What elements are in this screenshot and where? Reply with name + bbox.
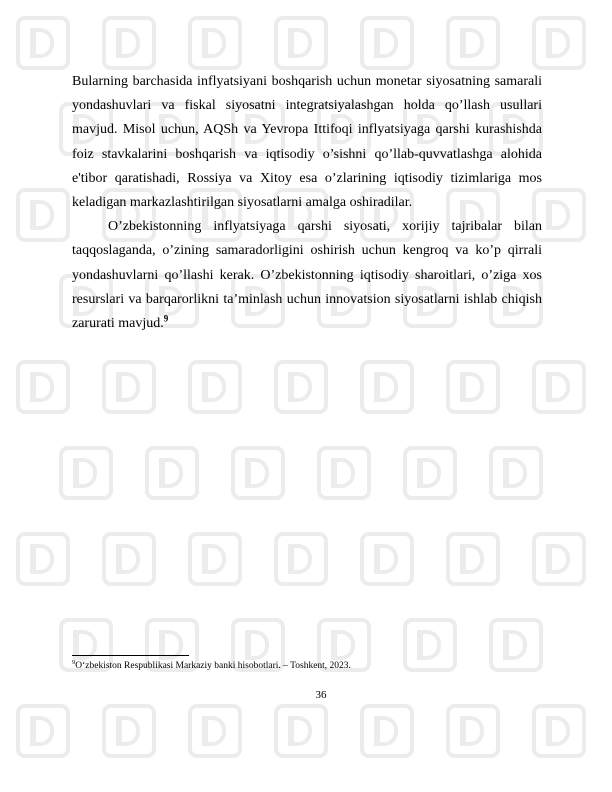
footnote-reference[interactable]: 9 bbox=[163, 313, 169, 324]
paragraph-1: Bularning barchasida inflyatsiyani boshqarish uchun monetar siyosatning samarali yondashuvlari va fiskal siyosatni integratsiyalashgan holda qo’llash usullari mavjud. Misol uchun, AQSh va Yevropa Ittifoqi inflyatsiyaga qarshi kurashishda foiz stavkalarini boshqarish va iqtisodiy o’sishni qo’llab-quvvatlashga alohida e'tibor qaratishadi, Rossiya va Xitoy esa o’zlarining iqtisodiy tizimlariga mos keladigan markazlashtirilgan siyosatlarni amalga oshiradilar. bbox=[72, 74, 542, 211]
paragraph-2 bbox=[72, 215, 542, 336]
page-number: 36 bbox=[315, 689, 327, 701]
paragraph-2-text: O’zbekistonning inflyatsiyaga qarshi siyosati, xorijiy tajribalar bilan taqqoslaganda, o’zining samaradorligini oshirish uchun kengroq va ko’p qirrali yondashuvlarni qo’llashi kerak. O’zbekistonning iqtisodiy sharoitlari, o’ziga xos resurslari va barqarorlikni ta’minlash uchun innovatsion siyosatlarni ishlab chiqish zarurati mavjud. bbox=[72, 219, 542, 332]
footnote-text: O‘zbekiston Respublikasi Markaziy banki hisobotlari. – Toshkent, 2023. bbox=[75, 661, 351, 671]
footnote-number: 9 bbox=[72, 658, 76, 666]
footnote bbox=[72, 660, 542, 672]
body-text bbox=[72, 70, 542, 336]
footnote-divider bbox=[72, 655, 189, 656]
